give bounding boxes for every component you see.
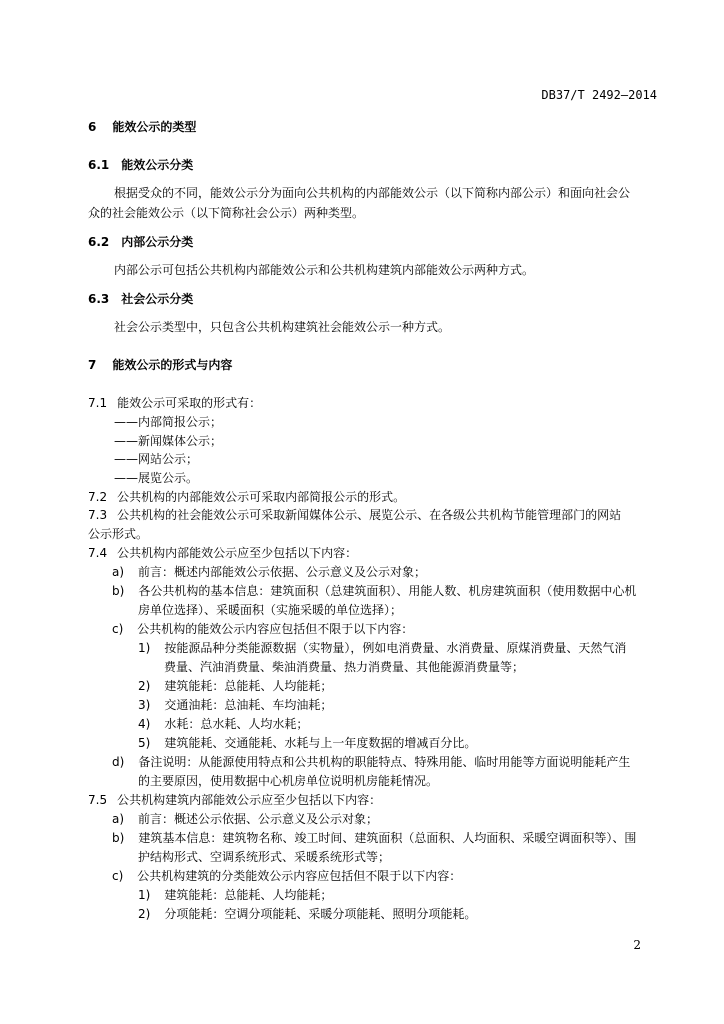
line-text: 交通油耗：总油耗、车均油耗； [164,698,333,712]
line-text: 内部公示分类 [121,235,194,249]
line-text: 公共机构的能效公示内容应包括但不限于以下内容： [137,622,414,636]
clause-number: d) [112,755,125,769]
line-text: 公共机构的社会能效公示可采取新闻媒体公示、展览公示、在各级公共机构节能管理部门的网站 [117,508,622,522]
text-line [88,526,148,542]
clause-number: 6.2 [88,235,110,249]
line-text: ——内部简报公示； [114,415,223,429]
line-text: 社会公示类型中，只包含公共机构建筑社会能效公示一种方式。 [114,320,451,334]
clause-number: c) [112,622,124,636]
text-line [112,583,636,599]
line-text: 建筑能耗：总能耗、人均能耗； [164,679,333,693]
clause-number: 7.4 [88,546,108,560]
clause-number: 3) [138,698,151,712]
line-text: 备注说明：从能源使用特点和公共机构的职能特点、特殊用能、临时用能等方面说明能耗产生 [138,755,631,769]
clause-number: 6.3 [88,292,110,306]
document-number: DB37/T 2492—2014 [541,88,657,102]
text-line [114,470,198,486]
clause-number: 4) [138,717,151,731]
line-text: 内部公示可包括公共机构内部能效公示和公共机构建筑内部能效公示两种方式。 [114,263,535,277]
clause-number: b) [112,584,125,598]
line-text: 能效公示的形式与内容 [112,358,233,372]
line-text: ——新闻媒体公示； [114,434,223,448]
line-text: 分项能耗：空调分项能耗、采暖分项能耗、照明分项能耗。 [164,907,477,921]
clause-number: 7.5 [88,793,108,807]
clause-number: c) [112,869,124,883]
clause-number: b) [112,831,125,845]
line-text: 公共机构的内部能效公示可采取内部简报公示的形式。 [117,490,406,504]
text-line [88,507,621,523]
line-text: ——展览公示。 [114,471,199,485]
text-line [112,564,426,580]
text-line [88,792,381,808]
line-text: 水耗：总水耗、人均水耗； [164,717,309,731]
clause-number: a) [112,812,125,826]
text-line [138,849,390,865]
line-text: 房单位选择）、采暖面积（实施采暖的单位选择）； [138,603,403,617]
text-line [112,811,378,827]
section-heading [88,291,193,307]
text-line [138,697,332,713]
line-text: 建筑能耗：总能耗、人均能耗； [164,888,333,902]
line-text: 能效公示可采取的形式有： [117,396,262,410]
line-text: 公共机构内部能效公示应至少包括以下内容： [117,546,358,560]
text-line [138,735,476,751]
text-line [138,887,332,903]
line-text: 建筑基本信息：建筑物名称、竣工时间、建筑面积（总面积、人均面积、采暖空调面积等）、围 [138,831,637,845]
section-heading [88,119,196,135]
section-heading [88,157,193,173]
line-text: 各公共机构的基本信息：建筑面积（总建筑面积）、用能人数、机房建筑面积（使用数据中心机 [138,584,637,598]
text-line [114,414,222,430]
text-line [88,489,405,505]
clause-number: 1) [138,888,151,902]
line-text: 公共机构建筑的分类能效公示内容应包括但不限于以下内容： [137,869,462,883]
line-text: 的主要原因，使用数据中心机房单位说明机房能耗情况。 [138,774,439,788]
text-line [114,185,630,201]
text-line [138,716,308,732]
clause-number: 2) [138,679,151,693]
text-line [112,754,630,770]
line-text: 前言：概述内部能效公示依据、公示意义及公示对象； [138,565,427,579]
line-text: 众的社会能效公示（以下简称社会公示）两种类型。 [88,206,365,220]
clause-number: 6.1 [88,158,110,172]
text-line [114,262,534,278]
line-text: 护结构形式、空调系统形式、采暖系统形式等； [138,850,391,864]
clause-number: 5) [138,736,151,750]
line-text: ——网站公示； [114,452,199,466]
line-text: 按能源品种分类能源数据（实物量），例如电消费量、水消费量、原煤消费量、天然气消 [164,641,627,655]
text-line [138,906,476,922]
text-line [138,678,332,694]
text-line [88,545,357,561]
clause-number: 1) [138,641,151,655]
clause-number: 2) [138,907,151,921]
line-text: 建筑能耗、交通能耗、水耗与上一年度数据的增减百分比。 [164,736,477,750]
section-heading [88,234,193,250]
page-number: 2 [633,938,641,952]
clause-number: 7 [88,358,97,372]
line-text: 根据受众的不同，能效公示分为面向公共机构的内部能效公示（以下简称内部公示）和面向社会公 [114,186,631,200]
text-line [112,621,413,637]
line-text: 能效公示分类 [121,158,194,172]
text-line [114,433,222,449]
text-line [138,640,626,656]
text-line [114,451,198,467]
line-text: 前言：概述公示依据、公示意义及公示对象； [138,812,379,826]
clause-number: 7.1 [88,396,108,410]
clause-number: 7.3 [88,508,108,522]
text-line [138,773,438,789]
text-line [114,319,450,335]
text-line [112,830,636,846]
line-text: 费量、汽油消费量、柴油消费量、热力消费量、其他能源消费量等； [164,660,525,674]
clause-number: a) [112,565,125,579]
section-heading [88,357,232,373]
text-line [164,659,524,675]
line-text: 社会公示分类 [121,292,194,306]
text-line [138,602,402,618]
line-text: 公共机构建筑内部能效公示应至少包括以下内容： [117,793,382,807]
text-line [88,395,261,411]
text-line [88,205,364,221]
line-text: 公示形式。 [88,527,149,541]
line-text: 能效公示的类型 [112,120,197,134]
text-line [112,868,461,884]
clause-number: 7.2 [88,490,108,504]
clause-number: 6 [88,120,97,134]
